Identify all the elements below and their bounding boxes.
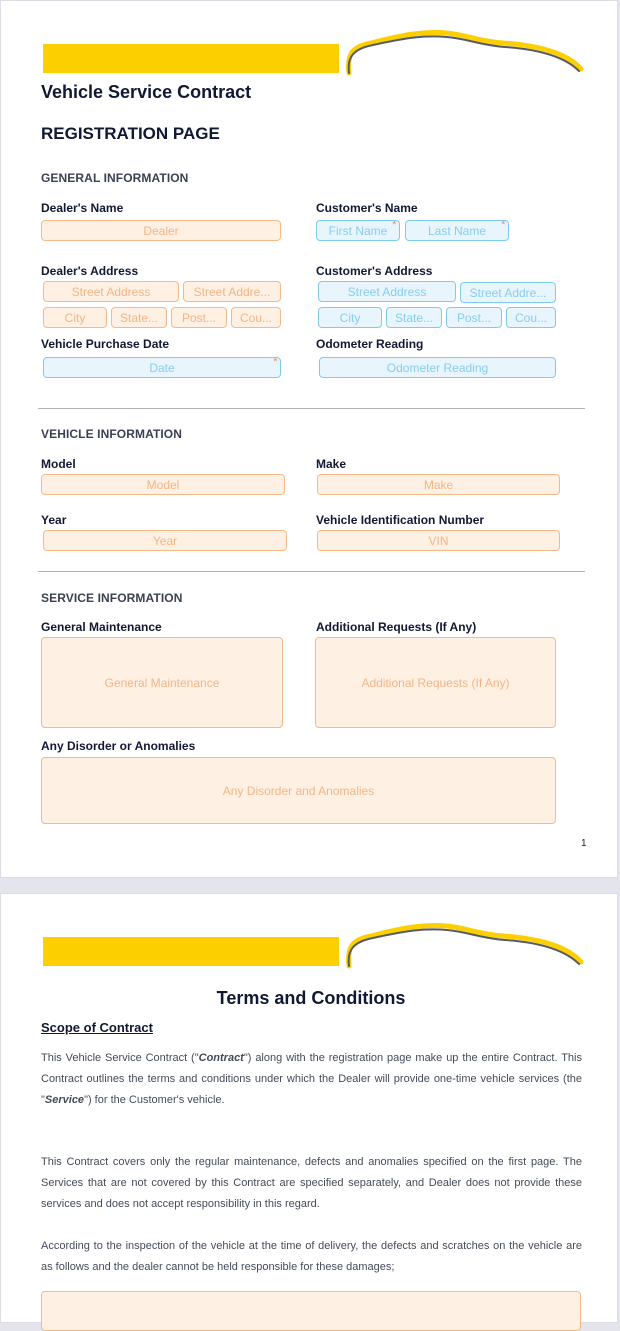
customer-state-field[interactable]	[386, 307, 442, 328]
contract-page-2	[0, 893, 618, 1323]
additional-requests-textarea[interactable]	[315, 637, 556, 728]
street-address-2-placeholder: Street Addre...	[193, 284, 271, 299]
dealer-country-field[interactable]	[231, 307, 281, 328]
first-name-placeholder: First Name	[328, 223, 388, 238]
document-title: Vehicle Service Contract	[41, 82, 252, 102]
dealer-city-field[interactable]	[43, 307, 107, 328]
required-asterisk: *	[391, 220, 396, 231]
para-text: This Vehicle Service Contract ("	[41, 1052, 199, 1064]
street-address-placeholder: Street Address	[347, 284, 427, 299]
car-swoosh-logo	[343, 25, 585, 77]
customer-last-name-field[interactable]	[405, 220, 509, 241]
contract-term: Contract	[198, 1052, 244, 1064]
state-placeholder: State...	[394, 310, 434, 325]
page-number: 1	[581, 838, 587, 849]
vin-placeholder: VIN	[428, 533, 449, 548]
additional-requests-placeholder: Additional Requests (If Any)	[361, 675, 510, 690]
year-placeholder: Year	[152, 533, 178, 548]
general-maintenance-label: General Maintenance	[41, 620, 162, 634]
dealer-postal-field[interactable]	[171, 307, 227, 328]
header-yellow-bar	[43, 937, 339, 966]
terms-and-conditions-title: Terms and Conditions	[216, 988, 406, 1008]
customer-street-address-2-field[interactable]	[460, 282, 556, 303]
state-placeholder: State...	[119, 310, 159, 325]
customer-country-field[interactable]	[506, 307, 556, 328]
city-placeholder: City	[64, 310, 86, 325]
make-label: Make	[316, 457, 347, 471]
dealer-name-placeholder: Dealer	[143, 223, 179, 238]
general-information-heading: GENERAL INFORMATION	[41, 171, 189, 185]
postal-placeholder: Post...	[181, 310, 216, 325]
customer-city-field[interactable]	[318, 307, 382, 328]
service-information-heading: SERVICE INFORMATION	[41, 591, 183, 605]
scope-paragraph-3: According to the inspection of the vehicle at the time of delivery, the defects and scratches on the vehicle are as follows and the dealer cannot be held responsible for these damages;	[41, 1240, 582, 1273]
section-divider	[38, 571, 585, 572]
dealer-name-field[interactable]	[41, 220, 281, 241]
disorder-anomalies-label: Any Disorder or Anomalies	[41, 739, 196, 753]
odometer-reading-field[interactable]	[319, 357, 556, 378]
vehicle-purchase-date-label: Vehicle Purchase Date	[41, 337, 170, 351]
additional-requests-label: Additional Requests (If Any)	[316, 620, 477, 634]
car-swoosh-logo	[343, 918, 585, 970]
service-term: Service	[44, 1094, 85, 1106]
dealer-state-field[interactable]	[111, 307, 167, 328]
dealer-name-label: Dealer's Name	[41, 201, 124, 215]
street-address-2-placeholder: Street Addre...	[469, 285, 547, 300]
vehicle-damages-textarea[interactable]	[41, 1291, 581, 1331]
customer-street-address-field[interactable]	[318, 281, 456, 302]
section-divider	[38, 408, 585, 409]
customer-address-label: Customer's Address	[316, 264, 433, 278]
customer-postal-field[interactable]	[446, 307, 502, 328]
odometer-placeholder: Odometer Reading	[386, 360, 489, 375]
customer-name-label: Customer's Name	[316, 201, 418, 215]
street-address-placeholder: Street Address	[71, 284, 151, 299]
vehicle-purchase-date-field[interactable]	[43, 357, 281, 378]
general-maintenance-placeholder: General Maintenance	[104, 675, 220, 690]
vin-field[interactable]	[317, 530, 560, 551]
model-field[interactable]	[41, 474, 285, 495]
vin-label: Vehicle Identification Number	[316, 513, 485, 527]
make-field[interactable]	[317, 474, 560, 495]
disorder-anomalies-textarea[interactable]	[41, 757, 556, 824]
scope-paragraph-2: This Contract covers only the regular maintenance, defects and anomalies specified on the first page. The Services that are not covered by this Contract are specified separately, and Dealer does not provide these services and does not accept responsibility in this regard.	[41, 1156, 582, 1210]
customer-first-name-field[interactable]	[316, 220, 400, 241]
dealer-street-address-2-field[interactable]	[183, 281, 281, 302]
make-placeholder: Make	[423, 477, 454, 492]
registration-page-title: REGISTRATION PAGE	[41, 124, 220, 143]
scope-of-contract-heading: Scope of Contract	[41, 1020, 153, 1035]
city-placeholder: City	[339, 310, 361, 325]
vehicle-information-heading: VEHICLE INFORMATION	[41, 427, 183, 441]
country-placeholder: Cou...	[239, 310, 272, 325]
model-placeholder: Model	[146, 477, 180, 492]
para-text: ") along with the registration page make up the entire Contract. This Contract outlines the terms and conditions under which the Dealer will provide one-time vehicle services (the "	[41, 1052, 582, 1106]
disorder-anomalies-placeholder: Any Disorder and Anomalies	[222, 783, 375, 798]
postal-placeholder: Post...	[456, 310, 491, 325]
dealer-street-address-field[interactable]	[43, 281, 179, 302]
odometer-reading-label: Odometer Reading	[316, 337, 424, 351]
required-asterisk: *	[500, 220, 505, 231]
country-placeholder: Cou...	[514, 310, 547, 325]
dealer-address-label: Dealer's Address	[41, 264, 139, 278]
scope-paragraph-1	[41, 1048, 582, 1111]
last-name-placeholder: Last Name	[427, 223, 487, 238]
required-asterisk: *	[272, 357, 277, 368]
model-label: Model	[41, 457, 76, 471]
general-maintenance-textarea[interactable]	[41, 637, 283, 728]
year-field[interactable]	[43, 530, 287, 551]
header-yellow-bar	[43, 44, 339, 73]
date-placeholder: Date	[149, 360, 175, 375]
year-label: Year	[41, 513, 67, 527]
para-text: ") for the Customer's vehicle.	[84, 1094, 225, 1106]
